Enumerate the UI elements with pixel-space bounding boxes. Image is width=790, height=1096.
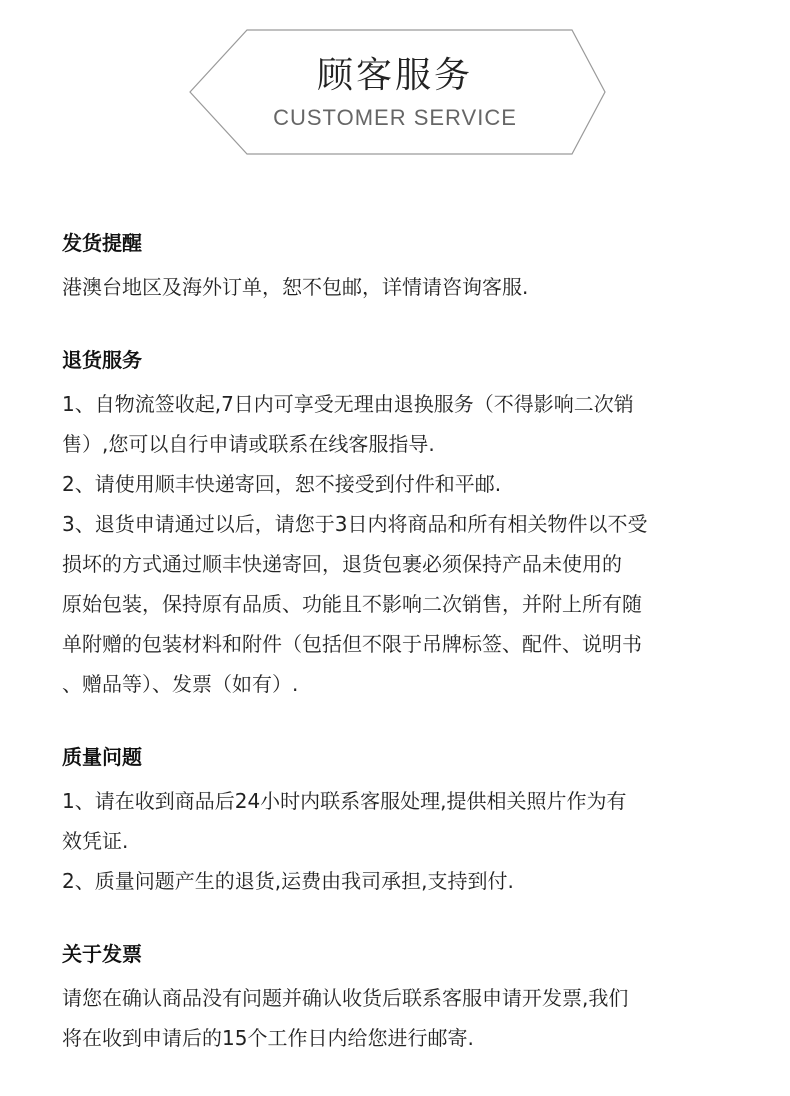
section-line: 请您在确认商品没有问题并确认收货后联系客服申请开发票,我们	[62, 986, 629, 1010]
page-title: 顾客服务	[316, 55, 473, 96]
section-line: 效凭证.	[62, 829, 129, 853]
section-line: 单附赠的包装材料和附件（包括但不限于吊牌标签、配件、说明书	[62, 632, 642, 656]
section-title: 发货提醒	[62, 231, 142, 255]
section-line: 将在收到申请后的15个工作日内给您进行邮寄.	[62, 1026, 474, 1050]
section-title: 退货服务	[62, 348, 142, 372]
section-line: 1、自物流签收起,7日内可享受无理由退换服务（不得影响二次销	[62, 392, 634, 416]
policy-content	[62, 228, 742, 1096]
section-title: 质量问题	[62, 745, 142, 769]
section-line: 原始包装，保持原有品质、功能且不影响二次销售，并附上所有随	[62, 592, 642, 616]
header-banner	[0, 0, 790, 160]
section-line: 2、请使用顺丰快递寄回，恕不接受到付件和平邮.	[62, 472, 502, 496]
section-line: 、赠品等）、发票（如有）.	[62, 672, 299, 696]
section-invoice	[62, 939, 742, 1058]
section-line: 港澳台地区及海外订单，恕不包邮，详情请咨询客服.	[62, 275, 529, 299]
section-line: 售）,您可以自行申请或联系在线客服指导.	[62, 432, 435, 456]
section-shipping-reminder	[62, 228, 742, 307]
section-line: 损坏的方式通过顺丰快递寄回，退货包裹必须保持产品未使用的	[62, 552, 622, 576]
section-quality-issues	[62, 742, 742, 901]
section-line: 1、请在收到商品后24小时内联系客服处理,提供相关照片作为有	[62, 789, 627, 813]
section-title: 关于发票	[62, 942, 142, 966]
section-line: 2、质量问题产生的退货,运费由我司承担,支持到付.	[62, 869, 514, 893]
section-return-service	[62, 345, 742, 704]
page-subtitle: CUSTOMER SERVICE	[273, 105, 517, 130]
section-line: 3、退货申请通过以后，请您于3日内将商品和所有相关物件以不受	[62, 512, 648, 536]
